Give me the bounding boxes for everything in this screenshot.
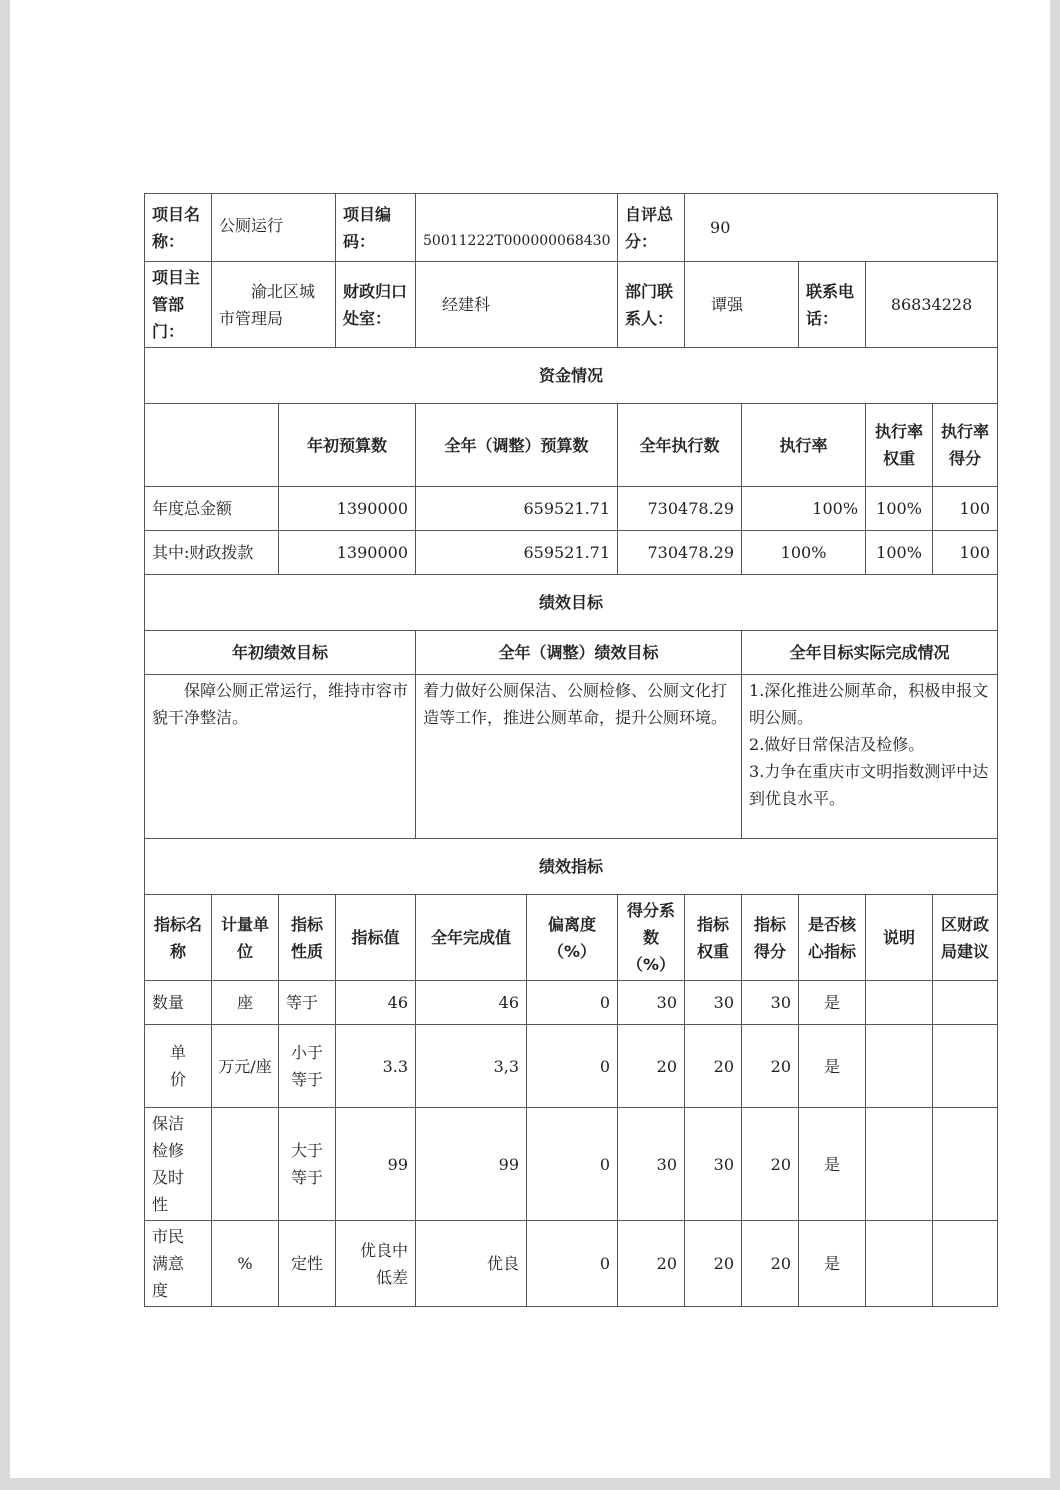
goal-actual-item: 2.做好日常保洁及检修。 [749,735,925,754]
goals-section-title: 绩效目标 [145,575,998,631]
ind-cell-deviation: 0 [527,1221,618,1307]
ind-cell-deviation: 0 [527,1108,618,1221]
ind-col-core: 是否核心指标 [799,895,866,981]
ind-col-deviation: 偏离度（%） [527,895,618,981]
ind-cell-completed: 99 [416,1108,527,1221]
funds-col-executed: 全年执行数 [618,404,742,487]
ind-cell-core: 是 [799,1025,866,1108]
ind-cell-score: 20 [742,1025,799,1108]
funds-cell: 100% [742,487,866,531]
indicator-row [145,1108,998,1221]
ind-cell-completed: 3,3 [416,1025,527,1108]
contact-value: 谭强 [685,262,799,348]
ind-cell-name: 单价 [145,1025,212,1108]
funds-cell: 100% [866,531,933,575]
dept-label: 项目主管部门： [145,262,212,348]
funds-col-weight: 执行率权重 [866,404,933,487]
performance-form-table [144,193,998,1307]
ind-cell-unit: 座 [212,981,279,1025]
ind-cell-target: 99 [336,1108,416,1221]
ind-col-unit: 计量单位 [212,895,279,981]
funds-cell: 1390000 [279,531,416,575]
funds-col-adjusted: 全年（调整）预算数 [416,404,618,487]
ind-cell-note [866,981,933,1025]
ind-col-target: 指标值 [336,895,416,981]
ind-cell-score: 30 [742,981,799,1025]
goal-adjusted-text: 着力做好公厕保洁、公厕检修、公厕文化打造等工作，推进公厕革命，提升公厕环境。 [416,675,742,839]
ind-cell-score: 20 [742,1108,799,1221]
goal-actual-item: 1.深化推进公厕革命，积极申报文明公厕。 [749,681,989,727]
ind-col-nature: 指标性质 [279,895,336,981]
funds-col-initial: 年初预算数 [279,404,416,487]
ind-col-name: 指标名称 [145,895,212,981]
funds-cell: 100% [866,487,933,531]
ind-cell-note [866,1108,933,1221]
ind-cell-name: 市民满意度 [145,1221,212,1307]
document-page [10,0,1050,1478]
funds-row-total [145,487,998,531]
ind-cell-score: 20 [742,1221,799,1307]
funds-row-fiscal [145,531,998,575]
ind-cell-unit: 万元/座 [212,1025,279,1108]
ind-col-score: 指标得分 [742,895,799,981]
funds-header-row [145,404,998,487]
ind-cell-nature: 等于 [279,981,336,1025]
ind-cell-target: 46 [336,981,416,1025]
finance-office-value: 经建科 [416,262,618,348]
ind-cell-name: 保洁检修及时性 [145,1108,212,1221]
header-row-1 [145,194,998,262]
ind-cell-unit [212,1108,279,1221]
ind-cell-suggestion [933,1221,998,1307]
indicators-header-row [145,895,998,981]
funds-cell: 659521.71 [416,531,618,575]
funds-cell: 100% [742,531,866,575]
indicator-row [145,981,998,1025]
ind-cell-coefficient: 20 [618,1025,685,1108]
funds-col-rate: 执行率 [742,404,866,487]
goals-section-row [145,575,998,631]
ind-cell-deviation: 0 [527,981,618,1025]
funds-section-row [145,348,998,404]
goal-actual-item: 3.力争在重庆市文明指数测评中达到优良水平。 [749,762,989,808]
funds-cell: 1390000 [279,487,416,531]
self-score-value: 90 [685,194,998,262]
ind-cell-deviation: 0 [527,1025,618,1108]
ind-cell-nature: 小于等于 [279,1025,336,1108]
ind-cell-coefficient: 30 [618,981,685,1025]
ind-cell-weight: 20 [685,1221,742,1307]
goals-content-row [145,675,998,839]
ind-cell-note [866,1025,933,1108]
goal-actual-list [742,675,998,839]
ind-cell-weight: 20 [685,1025,742,1108]
funds-section-title: 资金情况 [145,348,998,404]
project-code-label: 项目编码： [336,194,416,262]
ind-col-coefficient: 得分系数（%） [618,895,685,981]
ind-cell-core: 是 [799,1221,866,1307]
ind-col-suggestion: 区财政局建议 [933,895,998,981]
funds-corner-cell [145,404,279,487]
finance-office-label: 财政归口处室： [336,262,416,348]
project-name-label: 项目名称： [145,194,212,262]
phone-label: 联系电话： [799,262,866,348]
contact-label: 部门联系人： [618,262,685,348]
ind-cell-target: 优良中低差 [336,1221,416,1307]
ind-col-completed: 全年完成值 [416,895,527,981]
ind-col-weight: 指标权重 [685,895,742,981]
goals-col-actual: 全年目标实际完成情况 [742,631,998,675]
ind-cell-coefficient: 30 [618,1108,685,1221]
ind-cell-nature: 定性 [279,1221,336,1307]
header-row-2 [145,262,998,348]
self-score-label: 自评总分： [618,194,685,262]
ind-cell-completed: 优良 [416,1221,527,1307]
funds-cell: 100 [933,531,998,575]
goals-header-row [145,631,998,675]
project-name-value: 公厕运行 [212,194,336,262]
ind-cell-weight: 30 [685,1108,742,1221]
indicator-row [145,1221,998,1307]
funds-row-label: 其中:财政拨款 [145,531,279,575]
goal-initial-text: 保障公厕正常运行，维持市容市貌干净整洁。 [145,675,416,839]
funds-row-label: 年度总金额 [145,487,279,531]
funds-cell: 659521.71 [416,487,618,531]
ind-cell-completed: 46 [416,981,527,1025]
phone-value: 86834228 [866,262,998,348]
ind-col-note: 说明 [866,895,933,981]
ind-cell-target: 3.3 [336,1025,416,1108]
dept-value: 渝北区城市管理局 [212,262,336,348]
goals-col-initial: 年初绩效目标 [145,631,416,675]
goals-col-adjusted: 全年（调整）绩效目标 [416,631,742,675]
funds-cell: 730478.29 [618,531,742,575]
indicator-row [145,1025,998,1108]
ind-cell-name: 数量 [145,981,212,1025]
ind-cell-note [866,1221,933,1307]
ind-cell-weight: 30 [685,981,742,1025]
funds-col-score: 执行率得分 [933,404,998,487]
funds-cell: 730478.29 [618,487,742,531]
indicators-section-row [145,839,998,895]
ind-cell-suggestion [933,1108,998,1221]
ind-cell-core: 是 [799,1108,866,1221]
project-code-value: 50011222T000000068430 [416,194,618,262]
indicators-section-title: 绩效指标 [145,839,998,895]
ind-cell-core: 是 [799,981,866,1025]
ind-cell-suggestion [933,1025,998,1108]
ind-cell-coefficient: 20 [618,1221,685,1307]
ind-cell-unit: % [212,1221,279,1307]
ind-cell-suggestion [933,981,998,1025]
funds-cell: 100 [933,487,998,531]
ind-cell-nature: 大于等于 [279,1108,336,1221]
